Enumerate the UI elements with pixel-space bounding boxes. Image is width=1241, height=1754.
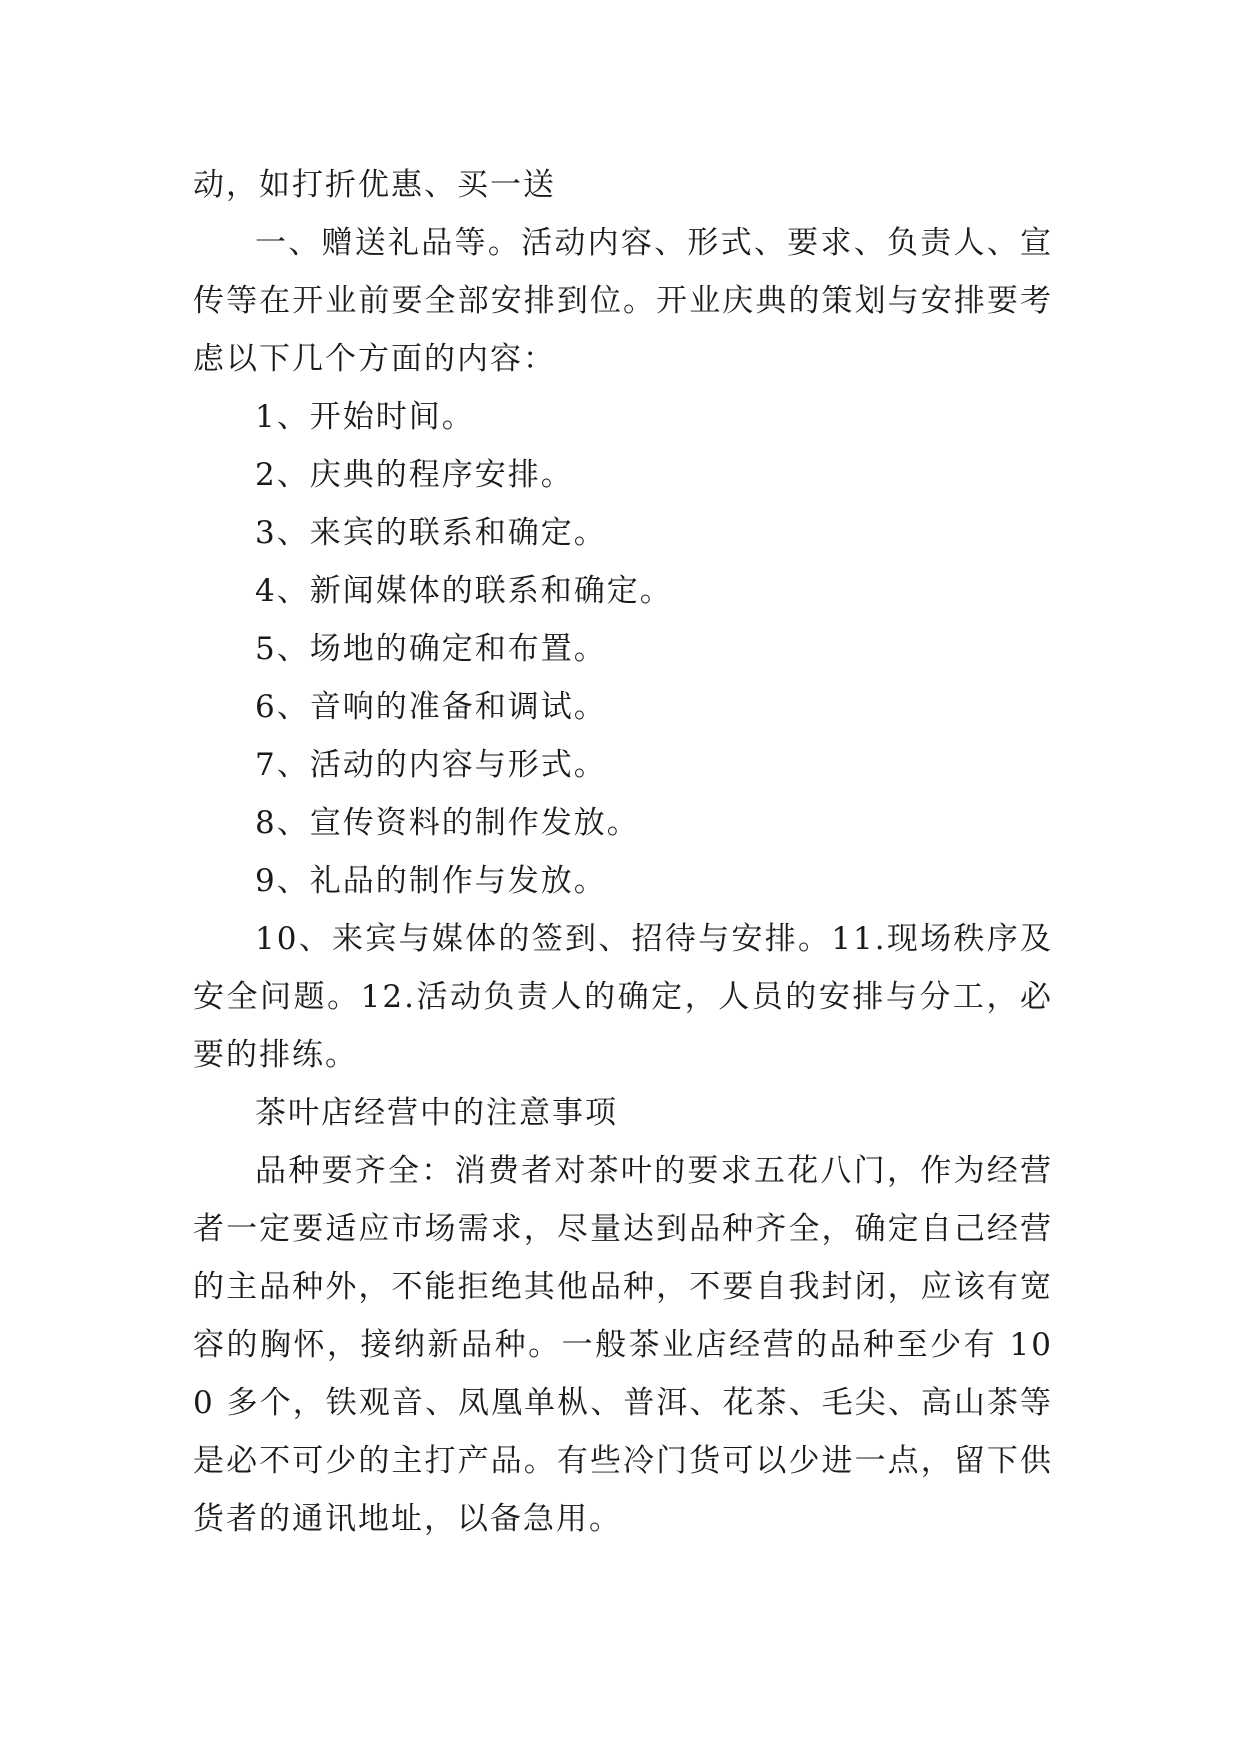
list-item-audio: 6、音响的准备和调试。 — [255, 689, 607, 725]
paragraph-product-variety: 品种要齐全：消费者对茶叶的要求五花八门，作为经营者一定要适应市场需求，尽量达到品种齐全，确定自己经营的主品种外，不能拒绝其他品种，不要自我封闭，应该有宽容的胸怀，接纳新品种。一般茶业店经营的品种至少有 100 多个，铁观音、凤凰单枞、普洱、花茶、毛尖、高山茶等是必不可少的主打产品。有些冷门货可以少进一点，留下供货者的通讯地址，以备急用。 — [193, 1153, 1053, 1537]
list-item-media: 4、新闻媒体的联系和确定。 — [255, 573, 673, 609]
list-item-start-time: 1、开始时间。 — [255, 399, 475, 435]
section-heading-tea-shop-notes: 茶叶店经营中的注意事项 — [255, 1095, 618, 1131]
list-item-ceremony-program: 2、庆典的程序安排。 — [255, 457, 574, 493]
list-item-signin-order-staff: 10、来宾与媒体的签到、招待与安排。11.现场秩序及安全问题。12.活动负责人的确定，人员的安排与分工，必要的排练。 — [193, 921, 1053, 1073]
list-item-promo-materials: 8、宣传资料的制作发放。 — [255, 805, 640, 841]
list-item-venue: 5、场地的确定和布置。 — [255, 631, 607, 667]
paragraph-gifts-and-planning: 一、赠送礼品等。活动内容、形式、要求、负责人、宣传等在开业前要全部安排到位。开业庆典的策划与安排要考虑以下几个方面的内容： — [193, 225, 1053, 377]
list-item-gifts: 9、礼品的制作与发放。 — [255, 863, 607, 899]
document-body — [193, 156, 1053, 1548]
paragraph-continuation: 动，如打折优惠、买一送 — [193, 167, 556, 203]
list-item-guests: 3、来宾的联系和确定。 — [255, 515, 607, 551]
list-item-activity-content: 7、活动的内容与形式。 — [255, 747, 607, 783]
